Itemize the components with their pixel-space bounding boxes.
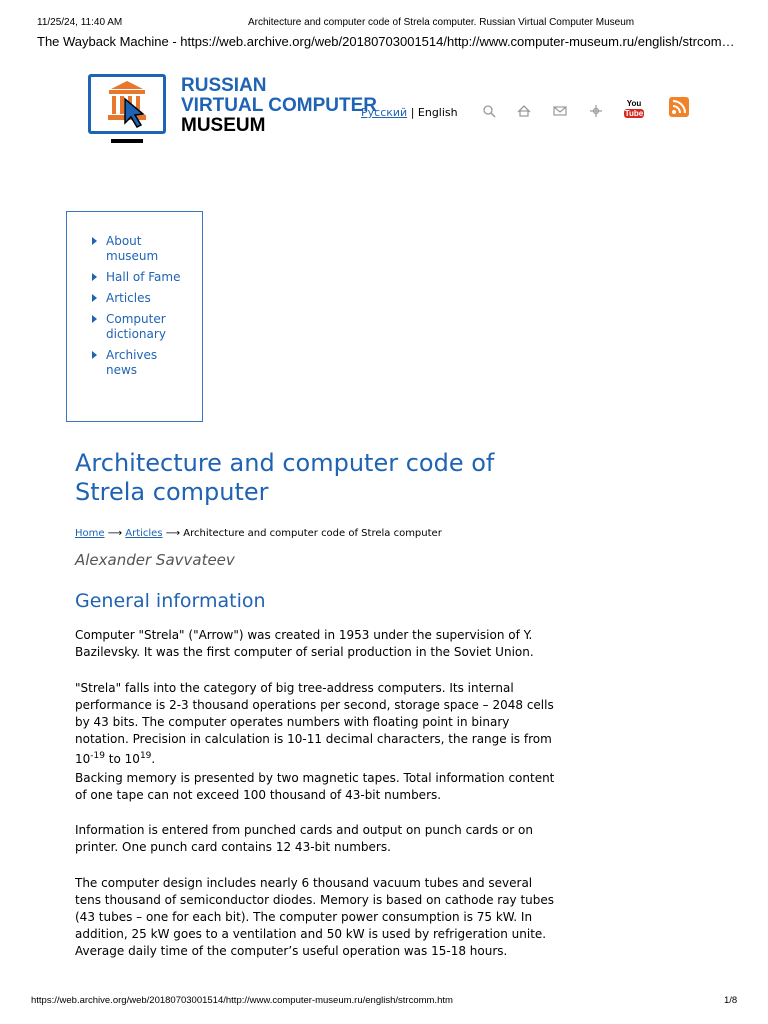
logo-text[interactable]: [181, 76, 377, 136]
nav-arrow-icon: [92, 315, 97, 323]
logo-line-1: RUSSIAN: [181, 75, 267, 96]
section-title: General information: [75, 590, 266, 612]
logo-stand: [111, 139, 143, 143]
nav-item-computer-dictionary[interactable]: [92, 312, 192, 342]
search-icon[interactable]: [480, 102, 498, 120]
print-datetime: 11/25/24, 11:40 AM: [37, 17, 123, 28]
nav-arrow-icon: [92, 237, 97, 245]
footer-page-number: 1/8: [724, 995, 738, 1006]
nav-arrow-icon: [92, 273, 97, 281]
paragraph-4: Information is entered from punched cards and output on punch cards or on printer. One punch card contains 12 43-bit numbers.: [75, 823, 533, 854]
nav-item-label: Archives news: [106, 348, 158, 377]
nav-item-label: About museum: [106, 234, 159, 263]
footer-url: https://web.archive.org/web/20180703001514/http://www.computer-museum.ru/english/strcomm.htm: [31, 995, 453, 1006]
breadcrumb-articles-link[interactable]: Articles: [125, 528, 163, 539]
home-icon[interactable]: [515, 102, 533, 120]
lang-russian-link[interactable]: Русский: [361, 106, 408, 119]
logo-line-2: VIRTUAL COMPUTER: [181, 95, 377, 116]
rss-icon[interactable]: [669, 97, 689, 117]
nav-item-label: Computer dictionary: [106, 312, 166, 341]
paragraph-2-end: .: [151, 752, 156, 766]
museum-building-icon: [91, 77, 163, 131]
museum-logo[interactable]: [88, 74, 166, 134]
breadcrumb-current: Architecture and computer code of Strela computer: [183, 528, 442, 539]
sitemap-icon[interactable]: [587, 102, 605, 120]
nav-item-articles[interactable]: [92, 291, 192, 306]
breadcrumb-home-link[interactable]: Home: [75, 528, 105, 539]
side-nav: [66, 211, 203, 422]
wayback-title: The Wayback Machine - https://web.archive.org/web/20180703001514/http://www.computer-museum.ru/english/strcom…: [37, 34, 735, 49]
exponent-max: 19: [139, 751, 152, 761]
youtube-top: You: [626, 99, 642, 108]
nav-item-hall-of-fame[interactable]: [92, 270, 192, 285]
nav-item-label: Hall of Fame: [106, 270, 181, 284]
youtube-bottom: Tube: [624, 109, 644, 118]
logo-line-3: MUSEUM: [181, 115, 266, 136]
paragraph-2: [75, 680, 560, 768]
mail-icon[interactable]: [551, 102, 569, 120]
lang-separator: |: [410, 106, 415, 119]
nav-arrow-icon: [92, 351, 97, 359]
breadcrumb-arrow: ⟶: [165, 528, 181, 539]
nav-arrow-icon: [92, 294, 97, 302]
exponent-min: -19: [90, 751, 105, 761]
paragraph-5: The computer design includes nearly 6 thousand vacuum tubes and several tens thousand of semiconductor diodes. Memory is based on cathode ray tubes (43 tubes – one for each bit). The computer power consumption is 75 kW. In addition, 25 kW goes to a ventilation and 50 kW is used by refrigeration unite. Average daily time of the computer’s useful operation was 15-18 hours.: [75, 876, 555, 958]
language-switch: [361, 106, 458, 119]
paragraph-3: Backing memory is presented by two magnetic tapes. Total information content of one tape can not exceed 100 thousand of 43-bit numbers.: [75, 771, 555, 802]
nav-item-label: Articles: [106, 291, 151, 305]
lang-english[interactable]: English: [417, 106, 458, 119]
paragraph-1: Computer "Strela" ("Arrow") was created in 1953 under the supervision of Y. Bazilevsky. It was the first computer of serial production in the Soviet Union.: [75, 628, 534, 659]
breadcrumb-arrow: ⟶: [107, 528, 123, 539]
youtube-icon[interactable]: [624, 100, 644, 120]
nav-item-archives-news[interactable]: [92, 348, 192, 378]
nav-item-about-museum[interactable]: [92, 234, 192, 264]
page-title: Architecture and computer code of Strela computer: [75, 449, 495, 506]
author-name: Alexander Savvateev: [75, 551, 235, 569]
print-doc-title: Architecture and computer code of Strela computer. Russian Virtual Computer Museum: [248, 17, 635, 28]
paragraph-2-to: to 10: [104, 752, 140, 766]
breadcrumb: [75, 528, 442, 539]
paragraph-2-text: "Strela" falls into the category of big tree-address computers. Its internal performance is 2-3 thousand operations per second, storage space – 2048 cells by 43 bits. The computer operates numbers with floating point in binary notation. Precision in calculation is 10-11 decimal characters, the range is from 10: [75, 681, 554, 766]
